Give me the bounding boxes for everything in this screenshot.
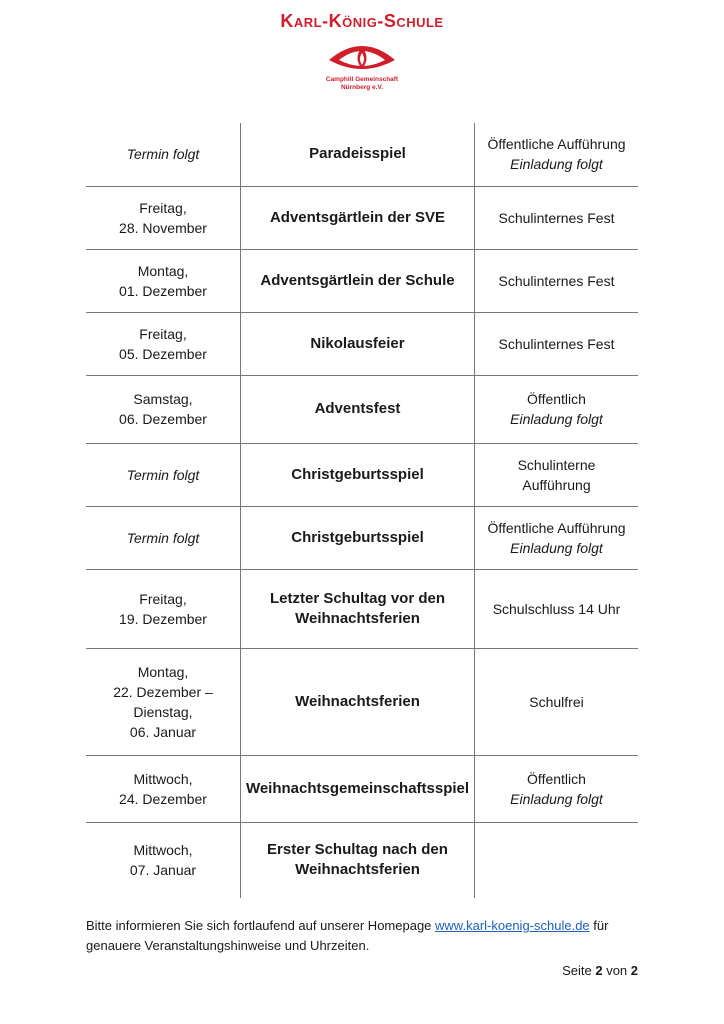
- event-date-line: Termin folgt: [126, 466, 200, 483]
- event-info: [475, 375, 639, 443]
- event-title: [241, 648, 475, 755]
- event-date: [86, 186, 241, 249]
- table-row: [86, 569, 638, 648]
- logo-caption-line1: Camphill Gemeinschaft: [325, 76, 399, 83]
- event-info-line: Öffentliche Aufführung: [487, 519, 626, 536]
- event-title: [241, 312, 475, 375]
- event-title-line: Christgeburtsspiel: [291, 465, 424, 483]
- event-date-line: 01. Dezember: [119, 282, 207, 299]
- event-date: [86, 569, 241, 648]
- event-info: [475, 123, 639, 186]
- event-info-line: Schulfrei: [529, 693, 584, 710]
- event-info-line: Öffentlich: [527, 391, 586, 407]
- event-date-line: 05. Dezember: [119, 345, 207, 362]
- event-date: [86, 123, 241, 186]
- event-title-line: Letzter Schultag vor den: [269, 589, 446, 607]
- event-title: [241, 186, 475, 249]
- event-date: [86, 648, 241, 755]
- event-title: [241, 375, 475, 443]
- table-row: [86, 506, 638, 569]
- event-title-line: Weihnachtsgemeinschaftsspiel: [245, 779, 470, 797]
- table-row: [86, 312, 638, 375]
- event-info: [475, 506, 639, 569]
- event-title-line: Weihnachtsferien: [295, 692, 420, 710]
- event-date-line: Termin folgt: [126, 529, 200, 546]
- event-info-line: Schulschluss 14 Uhr: [492, 600, 621, 617]
- event-date-line: 06. Januar: [129, 723, 197, 740]
- page-header: [0, 10, 724, 92]
- event-info-line: Einladung folgt: [510, 539, 603, 556]
- event-date: [86, 375, 241, 443]
- event-date-line: 19. Dezember: [119, 610, 207, 627]
- event-date: [86, 822, 241, 898]
- event-date: [86, 506, 241, 569]
- footer-note-text-end: für genauere Veranstaltungshinweise und Uhrzeiten.: [86, 918, 609, 953]
- event-date-line: 07. Januar: [129, 862, 197, 879]
- table-row: [86, 755, 638, 822]
- event-title: [241, 249, 475, 312]
- event-date-line: Montag,: [137, 663, 189, 680]
- event-date-line: Mittwoch,: [133, 770, 193, 787]
- homepage-link[interactable]: www.karl-koenig-schule.de: [435, 918, 590, 933]
- logo-caption-line2: Nürnberg e.V.: [340, 84, 384, 91]
- event-date: [86, 312, 241, 375]
- event-info-line: Öffentliche Aufführung: [487, 136, 626, 153]
- event-title-line: Adventsgärtlein der Schule: [260, 271, 455, 289]
- event-date-line: 06. Dezember: [119, 411, 207, 427]
- event-title-line: Adventsgärtlein der SVE: [269, 208, 446, 226]
- event-schedule-table: [86, 123, 638, 898]
- event-date-line: 24. Dezember: [119, 790, 207, 807]
- table-row: [86, 249, 638, 312]
- event-info-line: Einladung folgt: [510, 156, 603, 173]
- page-prefix: Seite: [562, 963, 596, 978]
- event-info-line: Schulinternes Fest: [498, 335, 615, 352]
- event-title-line: Paradeisspiel: [309, 145, 406, 163]
- event-info: [475, 443, 639, 506]
- event-title: [241, 123, 475, 186]
- event-info-line: Einladung folgt: [510, 790, 603, 807]
- event-title-line: Adventsfest: [314, 400, 401, 417]
- page-current: 2: [595, 963, 603, 978]
- footer-note-text: Bitte informieren Sie sich fortlaufend auf unserer Homepage: [86, 918, 436, 933]
- event-date: [86, 443, 241, 506]
- school-logo-icon: [327, 38, 397, 76]
- event-info: [475, 648, 639, 755]
- table-row: [86, 186, 638, 249]
- event-title: [241, 569, 475, 648]
- event-title-line: Weihnachtsferien: [295, 861, 420, 879]
- event-title: [241, 506, 475, 569]
- table-row: [86, 443, 638, 506]
- event-title: [241, 443, 475, 506]
- table-row: [86, 123, 638, 186]
- event-date-line: 22. Dezember –: [113, 683, 213, 700]
- event-info: [475, 822, 639, 898]
- school-name: Karl-König-Schule: [280, 11, 444, 31]
- event-date-line: Samstag,: [133, 391, 193, 407]
- page-total: 2: [630, 963, 638, 978]
- table-row: [86, 822, 638, 898]
- event-info: [475, 312, 639, 375]
- event-info-line: Schulinternes Fest: [498, 209, 615, 226]
- event-info-line: Öffentlich: [527, 770, 586, 787]
- event-date-line: Freitag,: [139, 199, 187, 216]
- event-date: [86, 249, 241, 312]
- event-info-line: Einladung folgt: [510, 411, 603, 427]
- footer-note: [86, 916, 642, 956]
- event-title: [241, 755, 475, 822]
- event-date-line: Montag,: [137, 262, 189, 279]
- event-title-line: Erster Schultag nach den: [267, 841, 448, 859]
- event-date-line: Freitag,: [139, 590, 187, 607]
- table-row: [86, 375, 638, 443]
- event-info: [475, 569, 639, 648]
- event-info: [475, 755, 639, 822]
- event-info-line: Aufführung: [522, 476, 591, 493]
- table-row: [86, 648, 638, 755]
- event-title-line: Christgeburtsspiel: [291, 528, 424, 546]
- event-date-line: Termin folgt: [126, 146, 200, 163]
- event-info: [475, 186, 639, 249]
- page-number: [562, 963, 638, 978]
- event-date-line: Freitag,: [139, 325, 187, 342]
- event-info: [475, 249, 639, 312]
- event-title-line: Nikolausfeier: [310, 334, 405, 352]
- event-info-line: Schulinterne: [517, 456, 596, 473]
- page-mid: von: [602, 963, 631, 978]
- event-date-line: Dienstag,: [133, 703, 193, 720]
- event-date: [86, 755, 241, 822]
- event-info-line: Schulinternes Fest: [498, 272, 615, 289]
- event-title-line: Weihnachtsferien: [295, 609, 420, 627]
- event-date-line: 28. November: [119, 219, 207, 236]
- event-title: [241, 822, 475, 898]
- event-date-line: Mittwoch,: [133, 842, 193, 859]
